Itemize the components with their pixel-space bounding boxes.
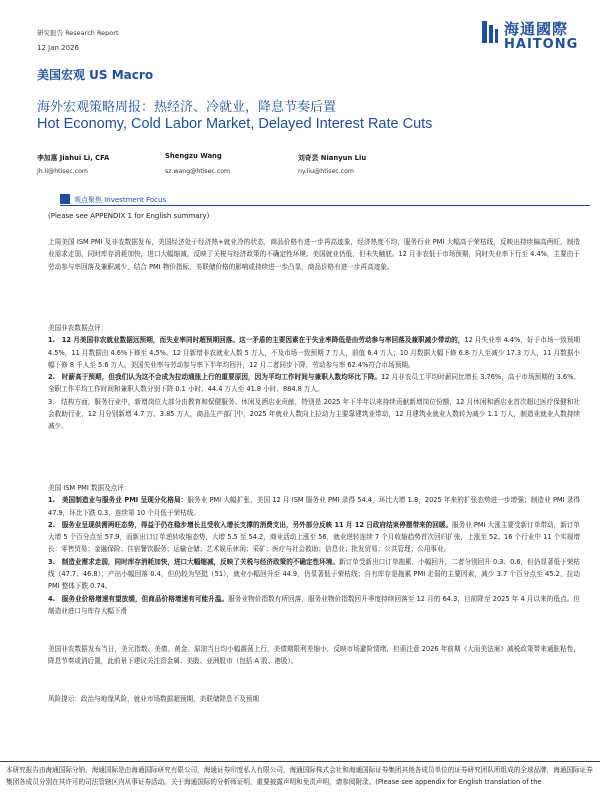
section-title: 美国宏观 US Macro [37,68,154,82]
pmi-point-1-text: 服务业 PMI 大幅扩张，美国 12 月 ISM 服务业 PMI 录得 54.4，环比大增 1.8，2025 年来的扩张态势进一步增强；制造业 PMI 录得 47.9，环比下跌 0.3，连续第 10 个月低于荣枯线。 [48,496,581,517]
footer-divider [0,761,600,762]
nonfarm-point-1-text: 12 月失业率 4.4%，好于市场一致预期 4.5%，11 月数据由 4.6%下修至 4.5%。12 月新增非农就业人数 5 万人，不及市场一致预期 7 万人，前值 6.4 万人；10 月数据大幅下修 6.8 万人至减少 17.3 万人，11 月数据小幅下修 8 千人至 5.6 万人。美国失业率与劳动参与率下半年均回升，12 月二者同步下降，劳动参与率 62.4%符合市场预期。 [48,336,580,369]
nonfarm-point-2 [48,371,580,396]
nonfarm-point-1-lead: 1. 12 月美国非农就业数据远预期，而失业率同时超预期回落。这一矛盾的主要因素在于失业率降低是由劳动参与率回落及兼职减少带动的， [48,336,465,345]
pmi-heading: 美国 ISM PMI 数据及点评： [48,484,131,492]
haitong-logo [480,16,590,64]
logo-text-en: HAITONG [504,37,579,52]
author-email[interactable]: ny.liu@htisec.com [298,168,354,175]
author-name: Shengzu Wang [165,152,222,160]
nonfarm-point-2-text: 12 月非农员工平均时薪同比增长 3.76%，高于市场预期的 3.6%。全职工作平均工作时间和兼职人数分别下降 0.1 小时、44.4 万人至 41.8 小时、884.8 万人。 [48,373,580,394]
market-outlook-paragraph: 美国非农数据发布当日，美元指数、美债、黄金、原油当日均小幅震荡上行，美债期限利差缩小，反映市场避险情绪，但需注意 2026 年前期《大而美法案》减税政策带来通胀粘性，降息节奏或消后置，此前景下建议关注资金属、美股、亚洲股市（包括 A 股、港股）。 [48,645,580,666]
report-date: 12 Jan 2026 [37,44,79,52]
author-name: 李加惠 Jiahui Li, CFA [37,154,110,162]
nonfarm-point-2-lead: 2. 时薪高于预期，但我们认为这不会成为拉动通胀上行的重要原因，因为平均工作时间与兼职人数均环比下降。 [48,373,382,382]
focus-marker-icon [60,194,70,204]
haitong-logo-icon [480,19,500,45]
pmi-point-3 [48,556,580,593]
risk-warning: 风险提示：政治与地缘风险，就业市场数据超预期，美联储降息不及预期 [48,695,259,703]
pmi-point-1-lead: 1. 美国制造业与服务业 PMI 呈现分化格局： [48,496,188,505]
report-type: 研究报告 Research Report [37,29,119,37]
pmi-point-4-lead: 4. 服务业价格增速有望放缓，但商品价格增速有可能升温。 [48,594,229,603]
author-name: 刘奇芸 Nianyun Liu [298,154,367,162]
summary-paragraph: 上周美国 ISM PMI 及非农数据发布，美国经济处于经济热+就业冷的状态，商品价格有进一步再高迹象，经济热度不均，服务行业 PMI 大幅高于荣枯线，反映出持续偏高两旺，制造业需求走弱，同时库存消耗加快，进口大幅缩减，反映了关税与经济政策的不确定性环境。美国就业仍低，但未失触底。12 月非农低于市场预期，同时失业率下行至 4.4%，主要由于劳动参与率回落及兼职减少，结合 PMI 物价指标，美联储价格的影响或持续进一步凸显，商品价格有进一步再高迹象。 [48,238,580,271]
author-email[interactable]: sz.wang@htisec.com [165,168,231,175]
nonfarm-section [48,322,580,433]
investment-focus-label: 观点聚焦 Investment Focus [74,196,167,204]
nonfarm-heading: 美国非农数据点评： [48,324,108,332]
nonfarm-point-1 [48,334,580,371]
title-cn: 海外宏观策略周报：热经济、冷就业，降息节奏后置 [37,100,337,115]
logo-text-cn: 海通國際 [504,20,569,38]
pmi-point-2 [48,519,580,556]
pmi-section [48,482,580,617]
author-email[interactable]: jh.li@htisec.com [37,168,88,175]
nonfarm-point-3: 3. 结构方面，服务行业中，新增岗位大部分由教育和保健服务、休闲及酒店业贡献，特别是 2025 年下半年以来持续贡献新增岗位份额，12 月休闲和酒店业首次超过医疗保健和社会救助行业，12 月分别新增 4.7 万、3.85 万人，商品生产部门中，2025 年就业人数向上拉动力主要靠建筑业带动，12 月建筑业就业人数转为减少 1.1 万人，制造业就业人数持续减少。 [48,397,580,431]
pmi-point-2-lead: 2. 服务业呈现供需两旺态势，得益于仍在稳步增长且受收入增长支撑的消费支出，另外部分反映 11 月 12 日政府结束停摆带来的回暖。 [48,520,453,529]
appendix-note: (Please see APPENDIX 1 for English summary) [48,212,210,220]
pmi-point-3-lead: 3. 制造业需求走弱，同时库存消耗加快，进口大幅缩减，反映了关税与经济政策的不确定性环境。 [48,557,340,566]
pmi-point-4-text: 服务业物价指数有所回落，服务业物价指数回升季度持续回落至 12 月的 64.3，目前降至 2025 年 4 月以来的低点。但制造业进口与库存大幅下滑 [48,594,581,615]
pmi-point-1 [48,494,580,519]
title-en: Hot Economy, Cold Labor Market, Delayed Interest Rate Cuts [37,116,433,132]
pmi-point-4 [48,593,580,618]
divider [60,205,590,206]
pmi-point-3-text: 新订单受新出口订单拖累，小幅回升，二者分别回升 0.3、0.6，但仍显著低于荣枯线（47.7、46.8）；产出小幅回落 0.4，但仍较为坚挺（51），就业小幅回升至 44.9，仍显著低于荣枯线；自有库存是拖累 PMI 走弱的主要因素，减少 3.7 个百分点至 45.2，拉动 PMI 整体下跌 0.74。 [48,557,580,591]
footer-disclaimer: 本研究报告由海通国际分销，海通国际是由海通国际研究有限公司，海通证券印度私人有限公司，海通国际株式会社和海通国际证券集团其他各成员单位的证券研究团队所组成的全球品牌，海通国际证券集团各成员分别在其许可的司法管辖区内从事证券活动。关于海通国际的分析师证明，重要披露声明和免责声明，请参阅附录。(Please see appendix for English translation of the [6,766,593,786]
pmi-point-2-text: 服务业 PMI 大涨主要受新订单带动，新订单大增 5 个百分点至 57.9，而新出口订单逆转收缩态势，大增 5.5 至 54.2，商业活动上涨至 56，就业逆转连续 7 个月收缩趋势首次回归扩张，上涨至 52。16 个行业中 11 个实现增长：零售贸易；金融保险；住宿餐饮服务；运输仓储；艺术娱乐休闲；采矿；医疗与社会救助；信息业；批发贸易；公共管理；公用事业。 [48,520,580,554]
